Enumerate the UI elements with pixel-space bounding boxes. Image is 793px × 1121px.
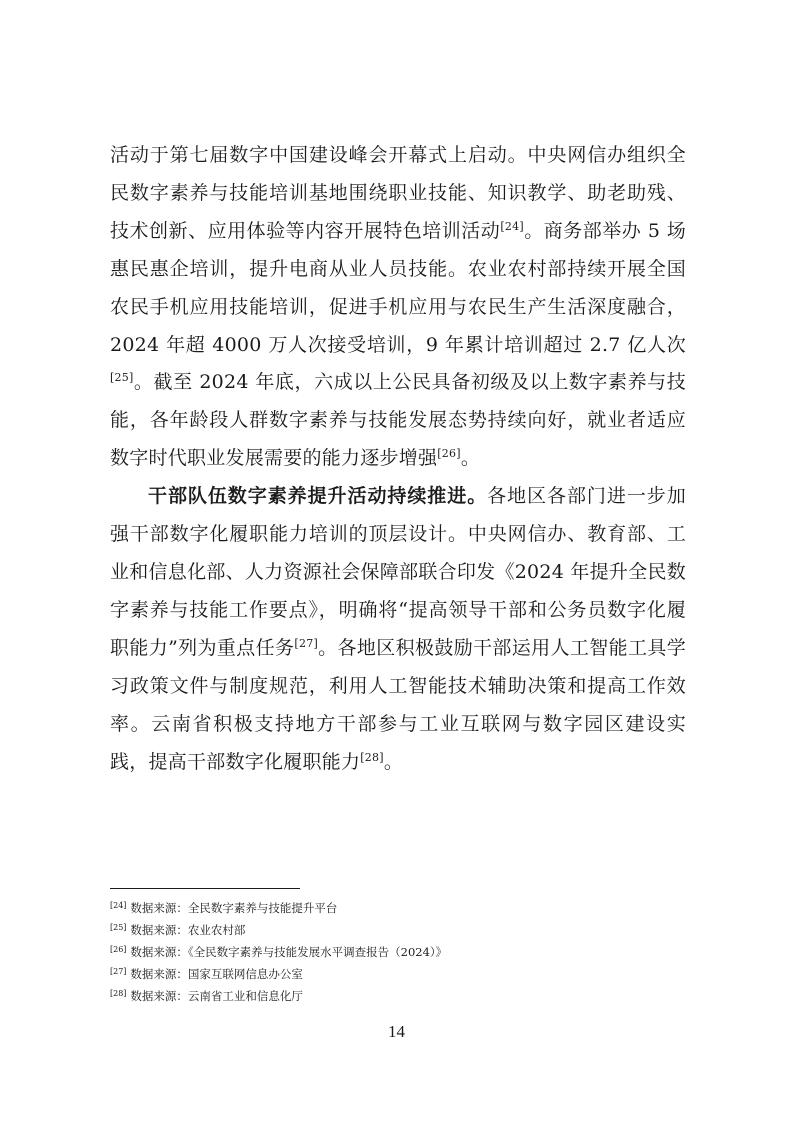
footnote-mark: [27] — [110, 967, 127, 976]
body-text — [110, 137, 686, 781]
footnote-divider — [110, 888, 300, 889]
footnote-mark: [24] — [110, 901, 127, 910]
footnote-ref-24[interactable]: [24] — [500, 219, 524, 233]
footnote-text: 数据来源：云南省工业和信息化厅 — [130, 989, 303, 1003]
footnote-ref-26[interactable]: [26] — [437, 447, 461, 461]
footnote — [110, 964, 686, 986]
footnote-text: 数据来源：全民数字素养与技能提升平台 — [130, 901, 338, 915]
footnote — [110, 920, 686, 942]
footnote-text: 数据来源：农业农村部 — [130, 923, 246, 937]
footnote-ref-25[interactable]: [25] — [110, 371, 134, 385]
footnote — [110, 898, 686, 920]
paragraph-1-text-c: 。截至 2024 年底，六成以上公民具备初级及以上数字素养与技能，各年龄段人群数字素养与技能发展态势持续向好，就业者适应数字时代职业发展需要的能力逐步增强 — [110, 371, 686, 470]
page-number: 14 — [388, 1022, 405, 1041]
paragraph-2-text-c: 。 — [383, 750, 404, 773]
footnote-text: 数据来源：国家互联网信息办公室 — [130, 967, 303, 981]
paragraph-1-text-b: 。商务部举办 5 场惠民惠企培训，提升电商从业人员技能。农业农村部持续开展全国农民手机应用技能培训，促进手机应用与农民生产生活深度融合，2024 年超 4000 万人次接受培训，9 年累计培训超过 2.7 亿人次 — [110, 219, 686, 356]
footnote — [110, 942, 686, 964]
paragraph-2-lead: 干部队伍数字素养提升活动持续推进。 — [148, 485, 488, 508]
footnote-mark: [28] — [110, 989, 127, 998]
footnote-ref-28[interactable]: [28] — [360, 750, 384, 764]
paragraph-2 — [110, 478, 686, 781]
paragraph-1-text-a: 活动于第七届数字中国建设峰会开幕式上启动。中央网信办组织全民数字素养与技能培训基地围绕职业技能、知识教学、助老助残、技术创新、应用体验等内容开展特色培训活动 — [110, 144, 686, 242]
paragraph-1 — [110, 137, 686, 478]
footnotes — [110, 898, 686, 1008]
footnote-mark: [25] — [110, 923, 127, 932]
footnote-ref-27[interactable]: [27] — [294, 636, 318, 650]
paragraph-2-text-b: 。各地区积极鼓励干部运用人工智能工具学习政策文件与制度规范，利用人工智能技术辅助决策和提高工作效率。云南省积极支持地方干部参与工业互联网与数字园区建设实践，提高干部数字化履职能力 — [110, 636, 686, 773]
footnote-mark: [26] — [110, 945, 127, 954]
footnote-text: 数据来源：《全民数字素养与技能发展水平调查报告（2024）》 — [130, 945, 448, 959]
paragraph-2-text-a: 各地区各部门进一步加强干部数字化履职能力培训的顶层设计。中央网信办、教育部、工业和信息化部、人力资源社会保障部联合印发《2024 年提升全民数字素养与技能工作要点》，明确将“提高领导干部和公务员数字化履职能力”列为重点任务 — [110, 485, 686, 659]
footnote — [110, 986, 686, 1008]
paragraph-1-text-d: 。 — [460, 447, 481, 470]
